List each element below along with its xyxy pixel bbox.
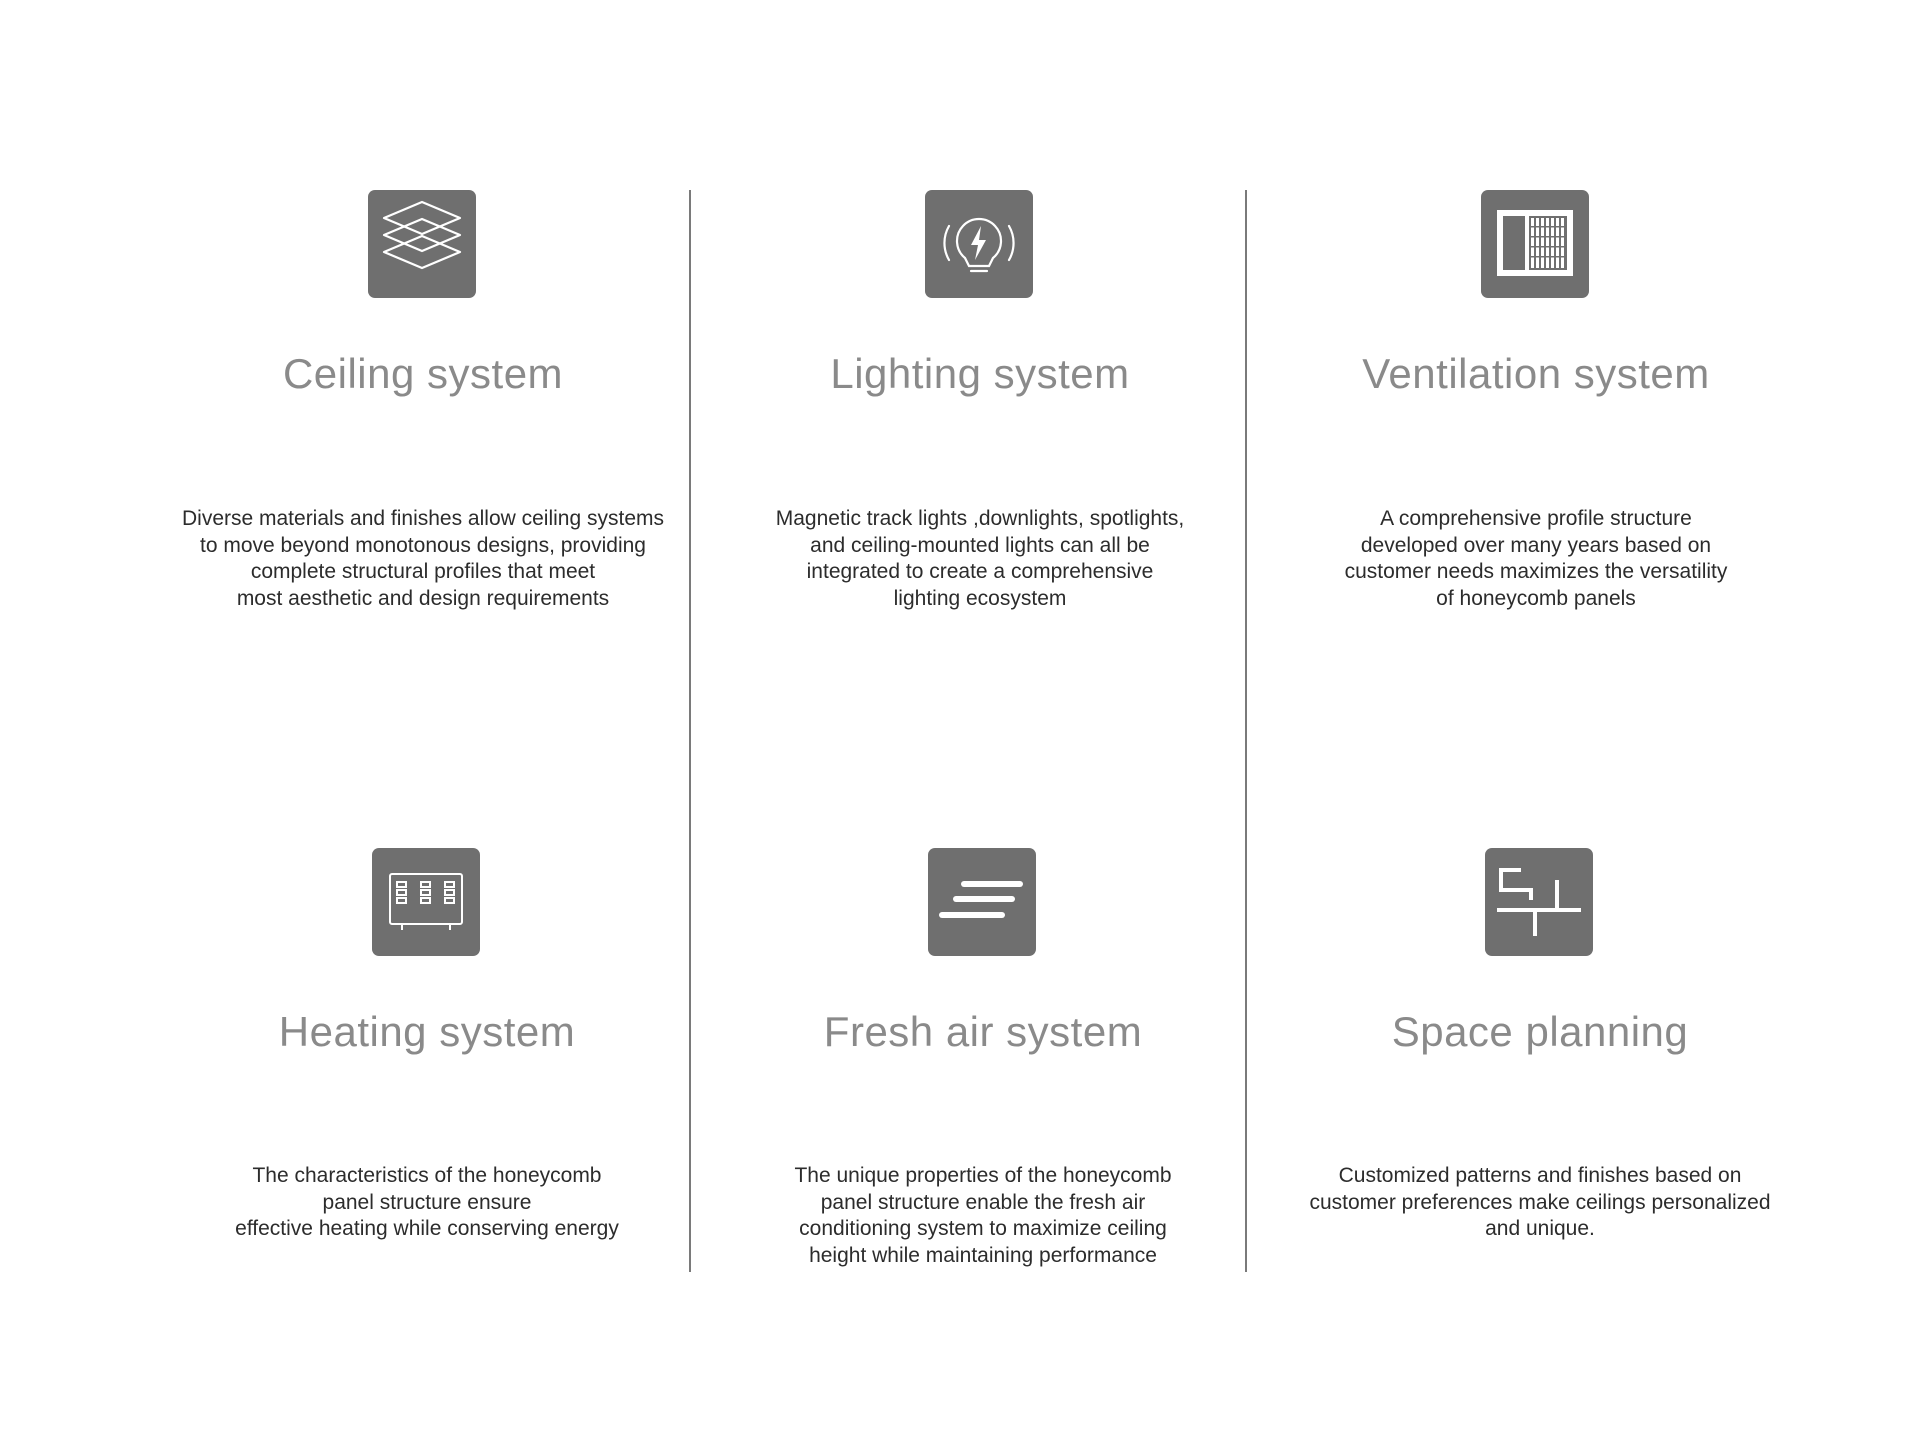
feature-description: Customized patterns and finishes based on customer preferences make ceilings personalized and unique. [1309, 1164, 1771, 1241]
feature-description: A comprehensive profile structure developed over many years based on customer needs maximizes the versatility of honeycomb panels [1344, 507, 1728, 611]
feature-title: Ventilation system [1362, 350, 1710, 397]
feature-title: Space planning [1391, 1008, 1689, 1055]
feature-space-planning [1270, 0, 1810, 1300]
feature-heating-system [157, 0, 697, 1300]
feature-description: Diverse materials and finishes allow ceiling systems to move beyond monotonous designs, providing complete structural profiles that meet most aesthetic and design requirements [181, 507, 664, 611]
feature-description: Magnetic track lights ,downlights, spotlights, and ceiling-mounted lights can all be integrated to create a comprehensive lighting ecosystem [775, 507, 1185, 611]
air-flow-icon [928, 848, 1036, 956]
feature-title: Lighting system [830, 350, 1130, 397]
feature-description: The unique properties of the honeycomb panel structure enable the fresh air conditioning system to maximize ceiling height while maintaining performance [794, 1164, 1172, 1268]
feature-description: The characteristics of the honeycomb panel structure ensure effective heating while conserving energy [235, 1164, 619, 1241]
feature-title: Ceiling system [282, 350, 564, 397]
heater-icon [372, 848, 480, 956]
feature-fresh-air-system [713, 0, 1253, 1300]
feature-title: Heating system [278, 1008, 576, 1055]
floor-plan-icon [1485, 848, 1593, 956]
feature-title: Fresh air system [823, 1008, 1143, 1055]
